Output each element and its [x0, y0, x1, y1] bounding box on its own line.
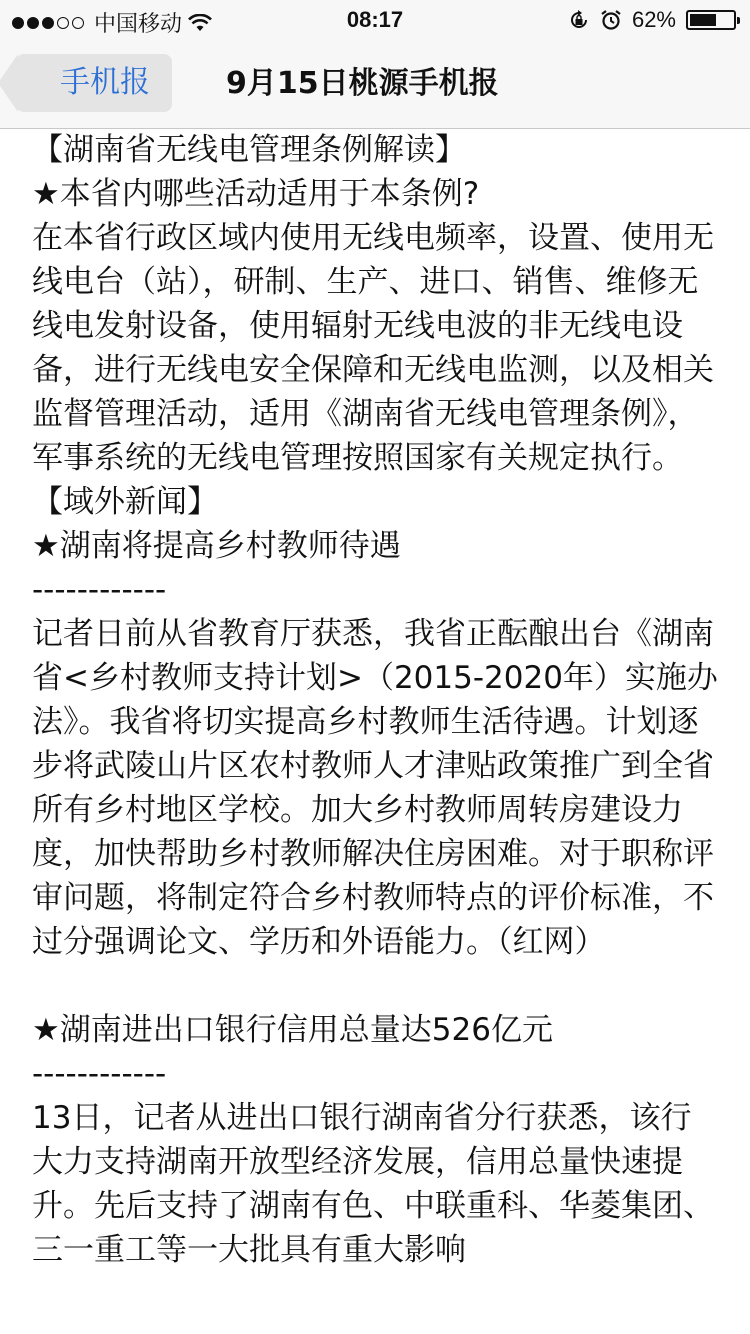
article-paragraph: 在本省行政区域内使用无线电频率，设置、使用无线电台（站），研制、生产、进口、销售、维修无线电发射设备，使用辐射无线电波的非无线电设备，进行无线电安全保障和无线电监测，以及相关监督管理活动，适用《湖南省无线电管理条例》，军事系统的无线电管理按照国家有关规定执行。: [32, 220, 714, 476]
paragraph-gap: [32, 964, 722, 1008]
status-bar: [0, 0, 750, 40]
status-time: 08:17: [346, 7, 404, 32]
article-headline: ★本省内哪些活动适用于本条例?: [32, 176, 480, 212]
article-headline: ★湖南将提高乡村教师待遇: [32, 528, 401, 564]
page-title: 9月15日桃源手机报: [226, 66, 499, 101]
divider-text: ------------: [32, 572, 167, 608]
alarm-icon: [600, 9, 622, 31]
back-button[interactable]: [16, 54, 172, 112]
carrier-name: 中国移动: [94, 11, 183, 36]
article-headline: ★湖南进出口银行信用总量达526亿元: [32, 1012, 553, 1048]
divider-text: ------------: [32, 1056, 167, 1092]
article-body: [32, 128, 722, 1272]
article-paragraph: 记者日前从省教育厅获悉，我省正酝酿出台《湖南省<乡村教师支持计划>（2015-2020年）实施办法》。我省将切实提高乡村教师生活待遇。计划逐步将武陵山片区农村教师人才津贴政策推广到全省所有乡村地区学校。加大乡村教师周转房建设力度，加快帮助乡村教师解决住房困难。对于职称评审问题，将制定符合乡村教师特点的评价标准，不过分强调论文、学历和外语能力。（红网）: [32, 616, 718, 960]
battery-percent: 62%: [631, 7, 676, 32]
status-right: [568, 7, 736, 33]
rotation-lock-icon: [568, 9, 590, 31]
article-paragraph: 13日，记者从进出口银行湖南省分行获悉，该行大力支持湖南开放型经济发展，信用总量快速提升。先后支持了湖南有色、中联重科、华菱集团、三一重工等一大批具有重大影响: [32, 1100, 714, 1268]
section-heading: 【湖南省无线电管理条例解读】: [32, 132, 466, 168]
back-chevron-icon: [0, 54, 18, 112]
back-button-label: 手机报: [60, 65, 150, 100]
navigation-bar: [0, 40, 750, 129]
section-heading: 【域外新闻】: [32, 484, 218, 520]
battery-level: [690, 14, 716, 26]
battery-icon: [686, 10, 736, 30]
